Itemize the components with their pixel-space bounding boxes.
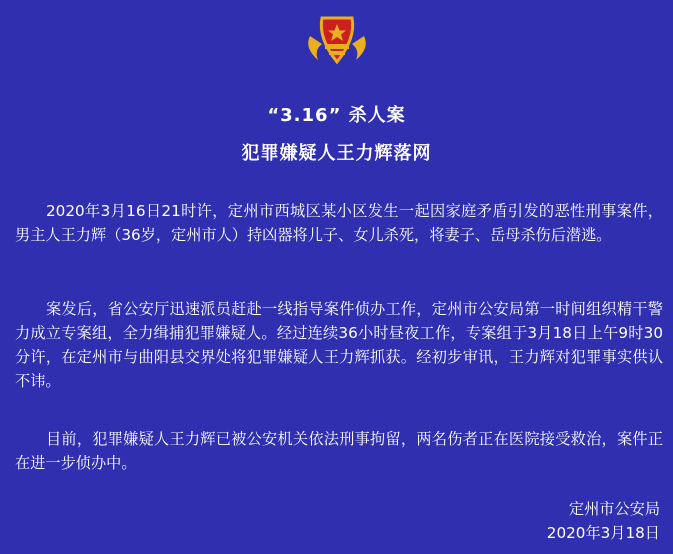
issuer-signature: 定州市公安局 <box>568 500 660 518</box>
issue-date: 2020年3月18日 <box>546 524 660 542</box>
paragraph-1: 2020年3月16日21时许，定州市西城区某小区发生一起因家庭矛盾引发的恶性刑事案件，男主人王力辉（36岁，定州市人）持凶器将儿子、女儿杀死，将妻子、岳母杀伤后潜逃。 <box>15 202 663 244</box>
paragraph-3: 目前，犯罪嫌疑人王力辉已被公安机关依法刑事拘留，两名伤者正在医院接受救治，案件正在进一步侦办中。 <box>15 430 663 472</box>
police-emblem-icon <box>300 8 374 68</box>
paragraph-2: 案发后，省公安厅迅速派员赶赴一线指导案件侦办工作，定州市公安局第一时间组织精干警力成立专案组，全力缉捕犯罪嫌疑人。经过连续36小时昼夜工作，专案组于3月18日上午9时30分许，在定州市与曲阳县交界处将犯罪嫌疑人王力辉抓获。经初步审讯，王力辉对犯罪事实供认不讳。 <box>15 300 663 390</box>
page-title-line2: 犯罪嫌疑人王力辉落网 <box>241 143 432 164</box>
page-title-line1: “3.16” 杀人案 <box>267 105 406 126</box>
